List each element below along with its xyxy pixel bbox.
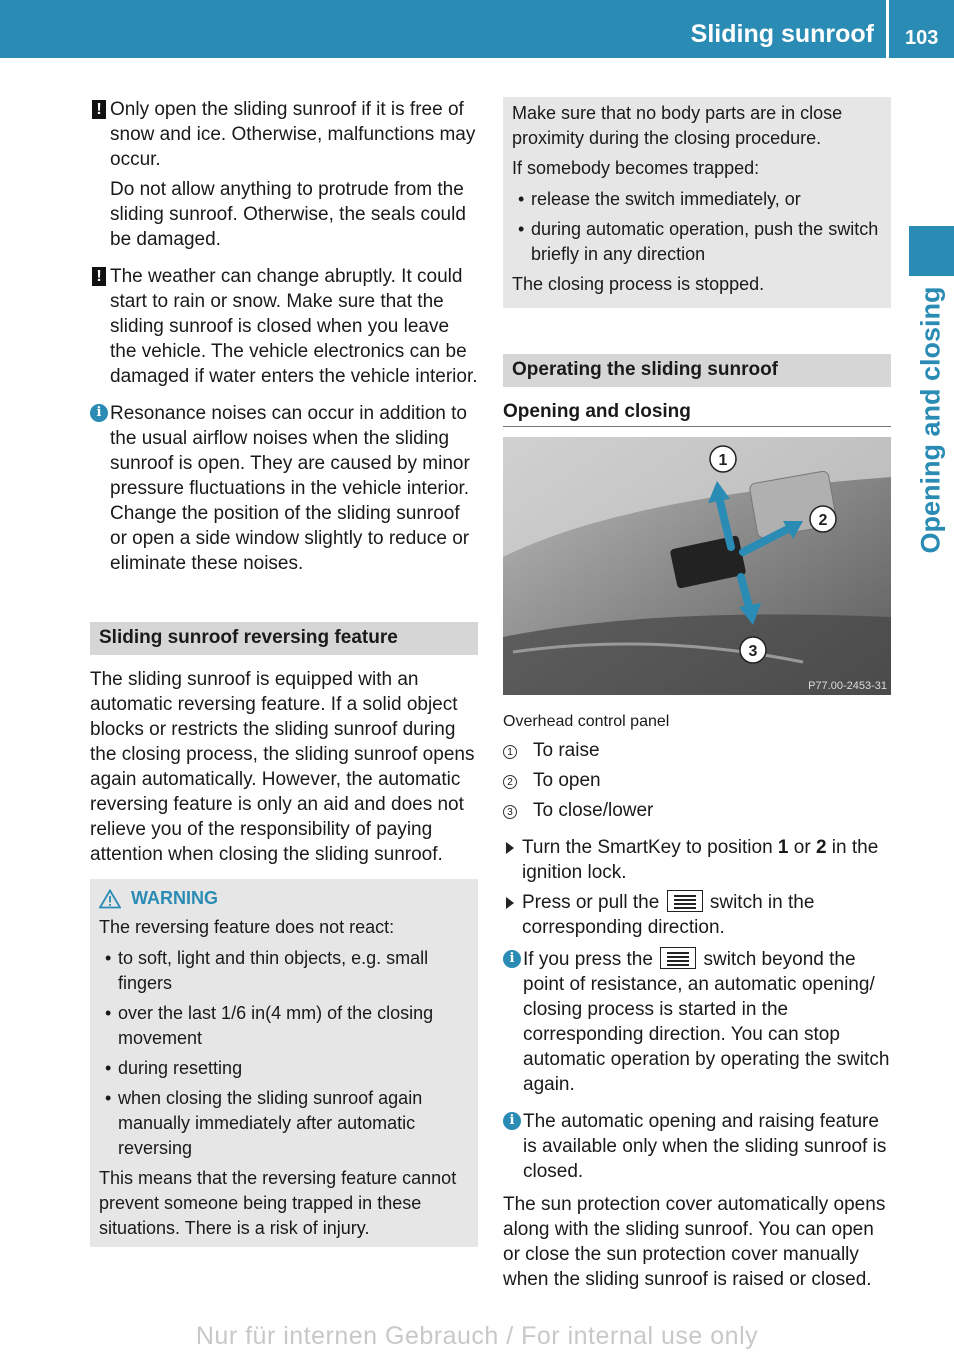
section-heading: Operating the sliding sunroof — [503, 354, 891, 387]
step-text: Turn the SmartKey to position — [522, 837, 778, 858]
legend-number: 1 — [503, 745, 517, 759]
note-text: The weather can change abruptly. It could start to rain or snow. Make sure that the sliding sunroof is closed when you leave the vehicle. The vehicle electronics can be damaged if water enters the vehicle interior. — [110, 266, 478, 387]
warning-list — [99, 946, 469, 1161]
step-bold: 1 — [777, 837, 789, 858]
note-text: Resonance noises can occur in addition to the usual airflow noises when the sliding sunroof is open. They are caused by minor pressure fluctuations in the vehicle interior. Change the position of the sliding sunroof or open a side window slightly to reduce or eliminate these noises. — [110, 403, 470, 574]
instruction-step — [503, 835, 891, 885]
step-bold: 2 — [815, 837, 827, 858]
box-list — [512, 187, 882, 267]
left-column — [90, 97, 478, 1247]
body-paragraph: The sliding sunroof is equipped with an automatic reversing feature. If a solid object blocks or restricts the sliding sunroof during the closing process, the sliding sunroof opens again automatically. However, the automatic reversing feature is only an aid and does not relieve you of the responsibility of paying attention when closing the sliding sunroof. — [90, 669, 475, 865]
note-info — [503, 1109, 891, 1184]
note-caution-2 — [90, 264, 478, 389]
warning-continuation-box — [503, 97, 891, 308]
header-divider — [886, 0, 889, 58]
warning-heading — [99, 886, 469, 911]
warning-box — [90, 879, 478, 1247]
list-item: • during resetting — [99, 1056, 469, 1081]
watermark: Nur für internen Gebrauch / For internal use only — [195, 1322, 759, 1350]
step-text: Press or pull the — [522, 892, 665, 913]
list-item: • when closing the sliding sunroof again manually immediately after automatic reversing — [99, 1086, 469, 1161]
sub-heading: Opening and closing — [503, 399, 891, 427]
legend-item — [503, 798, 891, 823]
list-item: • during automatic operation, push the switch briefly in any direction — [512, 217, 882, 267]
body-paragraph: The sun protection cover automatically opens along with the sliding sunroof. You can open or close the sun protection cover manually when the sliding sunroof is raised or closed. — [503, 1194, 886, 1290]
step-text: in the ignition lock. — [522, 837, 879, 883]
step-text: switch in the corresponding direction. — [522, 892, 815, 938]
note-text: Only open the sliding sunroof if it is free of snow and ice. Otherwise, malfunctions may occur. — [110, 99, 476, 170]
info-icon: i — [503, 950, 521, 968]
note-info — [90, 401, 478, 576]
note-text: switch beyond the point of resistance, an automatic opening/ closing process is started in the corresponding direction. You can stop automatic operation by operating the switch again. — [523, 949, 890, 1095]
note-caution-1 — [90, 97, 478, 252]
info-icon: i — [503, 1112, 521, 1130]
list-item: • release the switch immediately, or — [512, 187, 882, 212]
box-text: If somebody becomes trapped: — [512, 158, 760, 178]
legend-item — [503, 738, 891, 763]
exclamation-icon: ! — [92, 267, 106, 286]
note-info — [503, 947, 891, 1097]
warning-outro: This means that the reversing feature cannot prevent someone being trapped in these situations. There is a risk of injury. — [99, 1168, 457, 1238]
section-title: Sliding sunroof — [690, 20, 874, 48]
right-column — [503, 97, 891, 1304]
note-text: If you press the — [523, 949, 659, 970]
warning-intro: The reversing feature does not react: — [99, 917, 395, 937]
info-icon: i — [90, 404, 108, 422]
overhead-control-panel-photo — [503, 437, 891, 695]
warning-triangle-icon — [99, 889, 121, 909]
chapter-tab — [909, 226, 954, 276]
photo-code: P77.00-2453-31 — [808, 680, 887, 692]
figure-caption: Overhead control panel — [503, 713, 670, 730]
instruction-step — [503, 890, 891, 940]
marker-3: 3 — [748, 643, 758, 660]
warning-title: WARNING — [131, 888, 218, 908]
header-bar — [0, 0, 954, 58]
box-text: Make sure that no body parts are in close proximity during the closing procedure. — [512, 103, 843, 148]
legend-text: To raise — [533, 740, 600, 761]
marker-2: 2 — [818, 512, 828, 529]
legend-text: To close/lower — [533, 800, 654, 821]
legend-number: 2 — [503, 775, 517, 789]
step-arrow-icon — [506, 897, 514, 909]
box-text: The closing process is stopped. — [512, 274, 765, 294]
page-number: 103 — [905, 27, 939, 49]
marker-1: 1 — [718, 452, 728, 469]
sunroof-switch-icon — [660, 947, 696, 969]
sunroof-switch-icon — [667, 890, 703, 912]
note-text: The automatic opening and raising feature is available only when the sliding sunroof is closed. — [523, 1111, 887, 1182]
list-item: • over the last 1/6 in(4 mm) of the closing movement — [99, 1001, 469, 1051]
legend-item — [503, 768, 891, 793]
step-text: or — [788, 837, 816, 858]
chapter-label: Opening and closing — [915, 286, 946, 554]
note-text: Do not allow anything to protrude from the sliding sunroof. Otherwise, the seals could be damaged. — [110, 179, 466, 250]
panel-illustration — [503, 437, 891, 695]
section-heading: Sliding sunroof reversing feature — [90, 622, 478, 655]
step-arrow-icon — [506, 842, 514, 854]
legend-number: 3 — [503, 805, 517, 819]
list-item: • to soft, light and thin objects, e.g. small fingers — [99, 946, 469, 996]
legend-text: To open — [533, 770, 601, 791]
exclamation-icon: ! — [92, 100, 106, 119]
